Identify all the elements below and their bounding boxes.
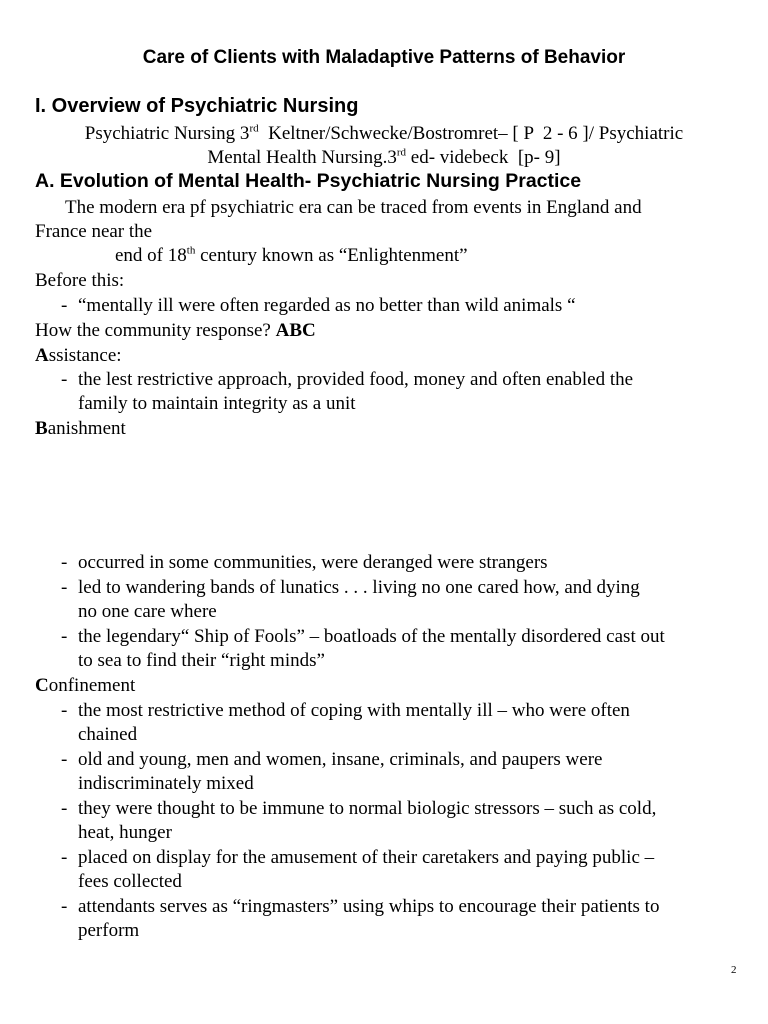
community-question-text: How the community response? — [35, 320, 276, 341]
list-dash: - — [61, 798, 68, 819]
reference-superscript: rd — [396, 146, 407, 159]
intro-superscript: th — [186, 244, 196, 257]
reference-text: Keltner/Schwecke/Bostromret– [ P 2 - 6 ]/ Psychiatric — [258, 123, 684, 144]
list-item: placed on display for the amusement of their caretakers and paying public – — [78, 847, 655, 868]
intro-text: century known as “Enlightenment” — [195, 245, 468, 266]
section-heading-overview: I. Overview of Psychiatric Nursing — [35, 95, 359, 117]
list-dash: - — [61, 552, 68, 573]
reference-line-2 — [0, 147, 768, 169]
confinement-initial: C — [35, 675, 49, 696]
intro-line-3 — [115, 245, 468, 267]
list-item: the most restrictive method of coping with mentally ill – who were often — [78, 700, 630, 721]
list-item: attendants serves as “ringmasters” using whips to encourage their patients to — [78, 896, 660, 917]
assistance-rest: ssistance: — [48, 345, 122, 366]
page-number: 2 — [731, 964, 737, 976]
confinement-heading — [35, 675, 135, 697]
assistance-initial: A — [35, 345, 49, 366]
list-dash: - — [61, 700, 68, 721]
community-abc: ABC — [275, 320, 316, 341]
list-item-continuation: family to maintain integrity as a unit — [78, 393, 356, 414]
list-item: they were thought to be immune to normal biologic stressors – such as cold, — [78, 798, 657, 819]
banishment-rest: anishment — [47, 418, 126, 439]
list-item-continuation: no one care where — [78, 601, 217, 622]
before-item: “mentally ill were often regarded as no better than wild animals “ — [78, 295, 576, 316]
assistance-heading — [35, 345, 122, 367]
list-dash: - — [61, 369, 68, 390]
list-dash: - — [61, 847, 68, 868]
reference-superscript: rd — [249, 122, 259, 135]
reference-text: Psychiatric Nursing 3 — [84, 123, 250, 144]
reference-text: Mental Health Nursing.3 — [207, 147, 397, 168]
list-item: old and young, men and women, insane, criminals, and paupers were — [78, 749, 603, 770]
intro-text: end of 18 — [115, 245, 187, 266]
intro-line-1: The modern era pf psychiatric era can be traced from events in England and — [65, 197, 642, 218]
list-item-continuation: fees collected — [78, 871, 182, 892]
reference-line-1 — [0, 123, 768, 145]
community-question — [35, 320, 316, 342]
before-label: Before this: — [35, 270, 125, 291]
list-item: occurred in some communities, were deranged were strangers — [78, 552, 548, 573]
list-item-continuation: chained — [78, 724, 138, 745]
list-item-continuation: to sea to find their “right minds” — [78, 650, 325, 671]
confinement-rest: onfinement — [48, 675, 136, 696]
section-heading-evolution: A. Evolution of Mental Health- Psychiatric Nursing Practice — [35, 170, 582, 192]
list-dash: - — [61, 896, 68, 917]
list-dash: - — [61, 577, 68, 598]
list-item: the lest restrictive approach, provided food, money and often enabled the — [78, 369, 634, 390]
list-item-continuation: perform — [78, 920, 140, 941]
list-item-continuation: heat, hunger — [78, 822, 172, 843]
list-item-continuation: indiscriminately mixed — [78, 773, 254, 794]
banishment-initial: B — [35, 418, 48, 439]
list-item: led to wandering bands of lunatics . . . living no one cared how, and dying — [78, 577, 640, 598]
list-item: the legendary“ Ship of Fools” – boatloads of the mentally disordered cast out — [78, 626, 665, 647]
intro-line-2: France near the — [35, 221, 153, 242]
reference-text: ed- videbeck [p- 9] — [406, 147, 561, 168]
list-dash: - — [61, 749, 68, 770]
banishment-heading — [35, 418, 126, 440]
list-dash: - — [61, 295, 68, 316]
list-dash: - — [61, 626, 68, 647]
document-title: Care of Clients with Maladaptive Patterns of Behavior — [142, 47, 626, 68]
